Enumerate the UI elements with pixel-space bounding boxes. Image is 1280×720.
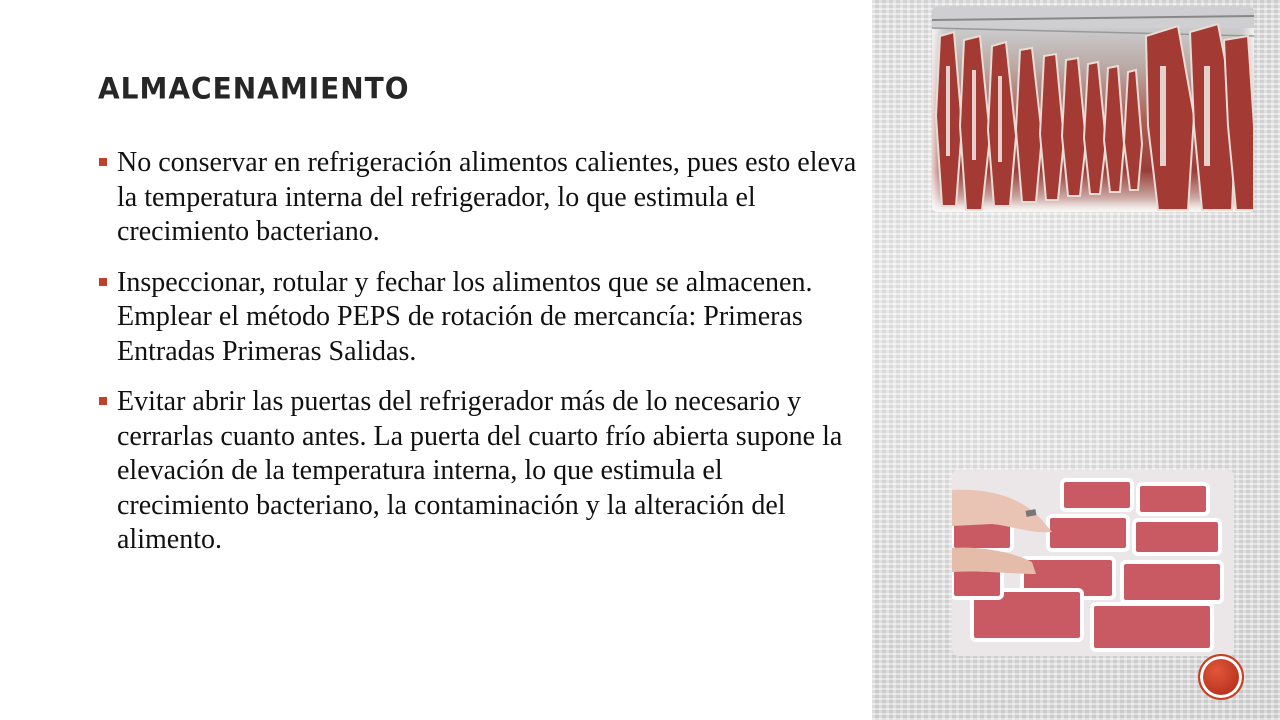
bullet-text: No conservar en refrigeración alimentos calientes, pues esto eleva la temperatura interna del refrigerador, lo que estimula el crecimiento bacteriano. — [117, 147, 857, 247]
bullet-item — [98, 266, 858, 370]
hanging-carcasses-photo — [932, 6, 1254, 212]
bullet-item — [98, 146, 858, 250]
meat-trays-illustration — [952, 470, 1234, 656]
circle-nav-icon[interactable] — [1198, 654, 1244, 700]
meat-trays-photo — [952, 470, 1234, 656]
hanging-carcasses-illustration — [932, 6, 1254, 212]
bullet-list — [98, 146, 858, 574]
bullet-text: Evitar abrir las puertas del refrigerador más de lo necesario y cerrarlas cuanto antes. La puerta del cuarto frío abierta supone la elevación de la temperatura interna, lo que estimula el crecimiento bacteriano, la contaminación y la alteración del alimento. — [117, 386, 843, 555]
square-bullet-icon — [99, 278, 107, 286]
bullet-text: Inspeccionar, rotular y fechar los alimentos que se almacenen. Emplear el método PEPS de rotación de mercancía: Primeras Entradas Primeras Salidas. — [117, 266, 813, 367]
square-bullet-icon — [99, 397, 107, 405]
slide-title: ALMACENAMIENTO — [98, 71, 410, 106]
square-bullet-icon — [99, 158, 107, 166]
bullet-item — [98, 385, 858, 558]
